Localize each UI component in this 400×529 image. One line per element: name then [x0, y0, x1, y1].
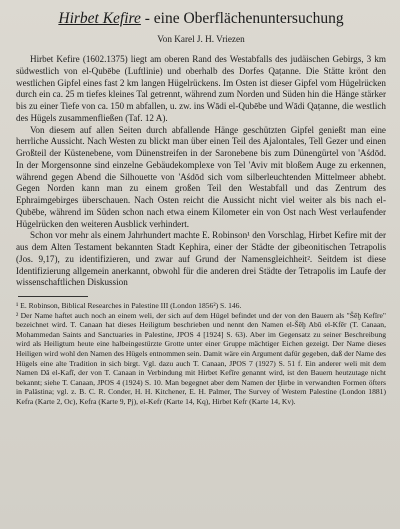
article-body [16, 54, 386, 289]
article-title [16, 10, 386, 28]
footnote-divider [18, 296, 88, 297]
title-place: Hirbet Kefire [58, 10, 141, 27]
footnote: ¹ E. Robinson, Biblical Researches in Palestine III (London 1856²) S. 146. [16, 301, 242, 310]
paragraph: Schon vor mehr als einem Jahrhundert machte E. Robinson¹ den Vorschlag, Hirbet Kefire mit der aus dem Alten Testament bekannten Stadt Kephira, einer der Städte der gibeonitischen Tetrapolis (Jos. 9,17), zu identifizieren, und zwar auf Grund der Namensgleichheit². Seitdem ist diese Identifizierung allgemein anerkannt, obwohl für die anderen drei Städte der Tetrapolis im Laufe der wissenschaftlichen Diskussion [16, 230, 386, 288]
paragraph: Von diesem auf allen Seiten durch abfallende Hänge geschützten Gipfel genießt man eine herrliche Aussicht. Nach Westen zu blickt man über einen Teil des Ajalontales, Tell Gezer und einen Großteil der Küstenebene, vom Dünenstreifen in der Saronebene bis zum Dünengürtel von 'Aśdōd. In der Morgensonne sind einzelne Gebäudekomplexe von Tel 'Aviv mit bloßem Auge zu erkennen, während gegen Abend die Silhouette von 'Aśdōd sich vom silberleuchtenden Mittelmeer abhebt. Gegen Norden kann man zu einem großen Teil den Westabfall und das Zentrum des Ephraimgebirges überschauen. Nach Osten reicht die Aussicht nicht viel weiter als bis nach el-Qubēbe, während im Süden schon nach etwa einem Kilometer ein von Ost nach West verlaufender Hügelrücken den weiteren Ausblick verhindert. [16, 124, 386, 229]
footnotes [16, 301, 386, 407]
article-author: Von Karel J. H. Vriezen [157, 34, 245, 44]
footnote: ² Der Name haftet auch noch an einem weli, der sich auf dem Hügel befindet und der von den Bauern als "Šēḫ Kefīre" bezeichnet wird. T. Canaan hat dieses Heiligtum beschrieben und nennt den Namen el-Šēḫ Abū el-Kfēr (T. Canaan, Mohammedan Saints and Sanctuaries in Palestine, JPOS 4 [1924] S. 63). Aber im Gegensatz zu seiner Beschreibung wird als Heiligtum heute eine halbeingestürzte Grotte unter einer Gruppe mächtiger Eichen gezeigt. Der Name dieses Heiligen wird wohl den Namen des Hügels entnommen sein. Damit wäre ein Argument dafür gegeben, daß der Name des Hügels eine alte Tradition in sich birgt. Vgl. dazu auch T. Canaan, JPOS 7 (1927) S. 51 f. Ein anderer weli mit dem Namen Dā el-Kafī, der von T. Canaan in Verbindung mit Hirbet Kefīre genannt wird, ist den Bauern heutzutage nicht bekannt; siehe T. Canaan, JPOS 4 (1924) S. 10. Man begegnet aber dem Namen der Ḫirbe in verwandten Formen öfters in Palästina; vgl. z. B. C. R. Conder, H. H. Kitchener, E. H. Palmer, The Survey of Western Palestine (London 1881) Kefra (Karte 2, Oc), Kefra (Karte 9, Pj), el-Kefr (Karte 14, Kq), Hirbet Kefr (Karte 14, Kv). [16, 310, 386, 406]
paragraph: Hirbet Kefire (1602.1375) liegt am oberen Rand des Westabfalls des judäischen Gebirgs, 3 km südwestlich von el-Qubēbe (Luftlinie) und oberhalb des Dorfes Qaṭanne. Die Stätte krönt den westlichen Gipfel eines fast 2 km langen Hügelrückens. Im Osten ist dieser Gipfel vom Hügelrücken durch ein ca. 25 m tiefes kleines Tal getrennt, während zum Norden und Süden hin die Hänge stärker bis zu einer Tiefe von ca. 150 m abfallen, u. zw. ins Wādi el-Qubēbe und Wādi Qaṭanne, die westlich des Hügels zusammenfließen (Taf. 12 A). [16, 54, 386, 123]
title-rest: - eine Oberflächenuntersuchung [140, 10, 344, 27]
